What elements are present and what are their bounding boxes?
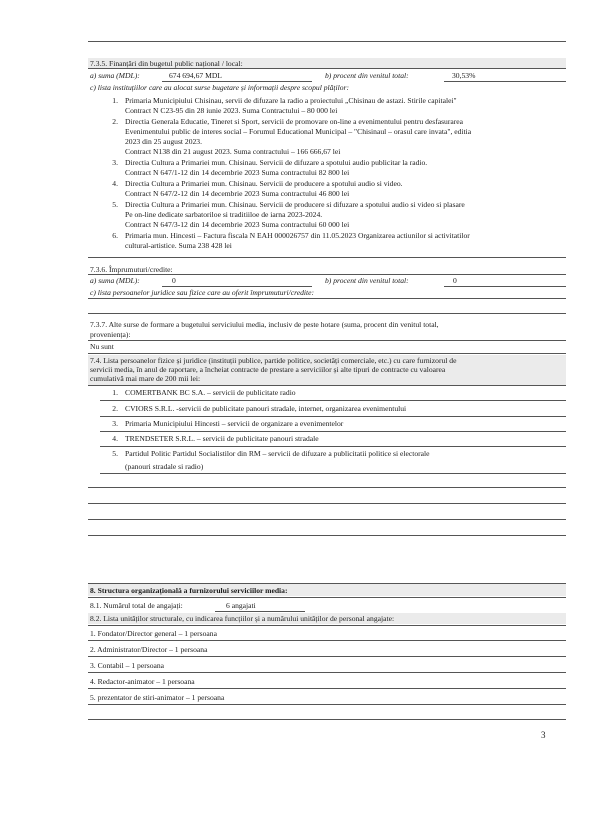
list-num: 2. (112, 404, 118, 413)
s736-heading: 7.3.6. Împrumuturi/credite: (90, 265, 173, 274)
contract-item: Partidul Politic Partidul Socialistilor din RM – servicii de difuzare a publicitatii politice si electorale (125, 449, 430, 458)
s8-nr-value: 6 angajati (226, 601, 256, 610)
contract-item: COMERTBANK BC S.A. – servicii de publicitate radio (125, 388, 296, 397)
s735-suma-value: 674 694,67 MDL (169, 71, 222, 80)
list-item-text: Directia Generala Educatie, Tineret si Sport, servicii de promovare on-line a evenimentului pentru desfasurarea (125, 117, 464, 126)
s74-heading: 7.4. Lista persoanelor fizice și juridice (instituții publice, partide politice, societăți comerciale, etc.) cu care furnizorul de (90, 356, 457, 365)
rule (88, 313, 566, 314)
rule (88, 672, 566, 673)
page-number: 3 (541, 730, 546, 740)
rule (100, 446, 566, 447)
s736-suma-value: 0 (172, 276, 176, 285)
list-item-text: Contract N 647/1-12 din 14 decembrie 2023 Suma contractului 82 800 lei (125, 168, 350, 177)
list-num: 1. (112, 96, 118, 105)
rule (100, 473, 566, 474)
list-num: 4. (112, 179, 118, 188)
contract-item-cont: (panouri stradale si radio) (125, 462, 204, 471)
rule (88, 385, 566, 386)
s735-procent-label: b) procent din venitul total: (325, 71, 409, 80)
s736-list-label: c) lista persoanelor juridice sau fizice care au oferit împrumuturi/credite: (90, 288, 315, 297)
rule (88, 487, 566, 488)
rule (88, 640, 566, 641)
s737-heading-cont: proveniența): (90, 330, 131, 339)
rule (88, 597, 566, 598)
rule (88, 688, 566, 689)
rule (100, 400, 566, 401)
list-item-text: Contract N 647/2-12 din 14 decembrie 2023 Suma contractului 46 800 lei (125, 189, 350, 198)
unit-item: 1. Fondator/Director general – 1 persoana (90, 629, 217, 638)
rule (88, 519, 566, 520)
contract-item: Primaria Municipiului Hincesti – servicii de organizare a evenimentelor (125, 419, 344, 428)
rule (88, 503, 566, 504)
s736-procent-label: b) procent din venitul total: (325, 276, 409, 285)
s737-value: Nu sunt (90, 342, 114, 351)
rule (88, 704, 566, 705)
rule (88, 656, 566, 657)
rule (162, 286, 312, 287)
list-item-text: Contract N138 din 21 august 2023. Suma contractului – 166 666,67 lei (125, 147, 341, 156)
rule (88, 535, 566, 536)
s736-suma-label: a) suma (MDL): (90, 276, 140, 285)
list-item-text: Pe on-line dedicate sarbatoriloe si traditiiloe de iarna 2023-2024. (125, 210, 323, 219)
list-num: 3. (112, 419, 118, 428)
list-num: 6. (112, 231, 118, 240)
rule (100, 431, 566, 432)
s737-heading: 7.3.7. Alte surse de formare a bugetului serviciului media, inclusiv de peste hotare (suma, procent din venitul total, (90, 320, 439, 329)
s735-procent-value: 30,53% (452, 71, 476, 80)
list-num: 4. (112, 434, 118, 443)
unit-item: 5. prezentator de stiri-animator – 1 persoana (90, 693, 225, 702)
list-item-text: Primaria Municipiului Chisinau, servii de difuzare la radio a proiectului „Chisinau de astazi. Stirile capitalei" (125, 96, 457, 105)
list-num: 2. (112, 117, 118, 126)
list-num: 5. (112, 200, 118, 209)
s735-suma-label: a) suma (MDL): (90, 71, 140, 80)
top-rule (88, 41, 566, 42)
list-num: 3. (112, 158, 118, 167)
list-item-text: Evenimentului public de interes social – Forumul Educational Municipal – "Chisinaul – orasul care invata", editia (125, 127, 472, 136)
rule (88, 257, 566, 258)
rule (88, 719, 566, 720)
rule (162, 81, 312, 82)
rule (100, 416, 566, 417)
list-item-text: 2023 din 25 august 2023. (125, 137, 202, 146)
list-item-text: cultural-artistice. Suma 238 428 lei (125, 241, 232, 250)
list-num: 5. (112, 449, 118, 458)
rule (88, 298, 566, 299)
s736-procent-value: 0 (453, 276, 457, 285)
list-item-text: Primaria mun. Hincesti – Factura fiscala N EAH 000026757 din 11.05.2023 Organizarea actiunilor si activitatilor (125, 231, 470, 240)
contract-item: TRENDSETER S.R.L. – servicii de publicitate panouri stradale (125, 434, 319, 443)
list-item-text: Directia Cultura a Primariei mun. Chisinau. Servicii de producere si difuzare a spotului audio si video si plasare (125, 200, 465, 209)
list-item-text: Directia Cultura a Primariei mun. Chisinau. Servicii de producere a spotului audio si video. (125, 179, 403, 188)
s8-nr-label: 8.1. Numărul total de angajați: (90, 601, 183, 610)
unit-item: 4. Redactor-animator – 1 persoana (90, 677, 195, 686)
rule (88, 68, 566, 69)
contract-item: CVIORS S.R.L. -servicii de publicitate panouri stradale, internet, organizarea evenimentului (125, 404, 407, 413)
s8-list-label: 8.2. Lista unităților structurale, cu indicarea funcțiilor și a numărului unităților de personal angajate: (90, 614, 395, 623)
rule (88, 274, 566, 275)
unit-item: 2. Administrator/Director – 1 persoana (90, 645, 208, 654)
s8-heading: 8. Structura organizațională a furnizorului serviciilor media: (90, 586, 288, 595)
list-item-text: Directia Cultura a Primariei mun. Chisinau. Servicii de difuzare a spotului audio publicitar la radio. (125, 158, 428, 167)
rule (88, 340, 566, 341)
list-item-text: Contract N C23-95 din 28 iunie 2023. Suma Contractului – 80 000 lei (125, 106, 338, 115)
unit-item: 3. Contabil – 1 persoana (90, 661, 165, 670)
s735-list-label: c) lista instituțiilor care au alocat surse bugetare și informații despre scopul plăților: (90, 83, 350, 92)
s74-heading-cont: cumulativă mai mare de 200 mii lei: (90, 374, 201, 383)
s74-heading-cont: servicii media, în anul de raportare, a încheiat contracte de prestare a serviciilor și alte tipuri de contracte cu valoarea (90, 365, 446, 374)
s735-heading: 7.3.5. Finanțări din bugetul public național / local: (90, 59, 243, 68)
rule (444, 286, 566, 287)
rule (88, 625, 566, 626)
rule (88, 353, 566, 354)
list-item-text: Contract N 647/3-12 din 14 decembrie 2023 Suma contractului 60 000 lei (125, 220, 350, 229)
rule (215, 611, 305, 612)
rule (444, 81, 566, 82)
list-num: 1. (112, 388, 118, 397)
